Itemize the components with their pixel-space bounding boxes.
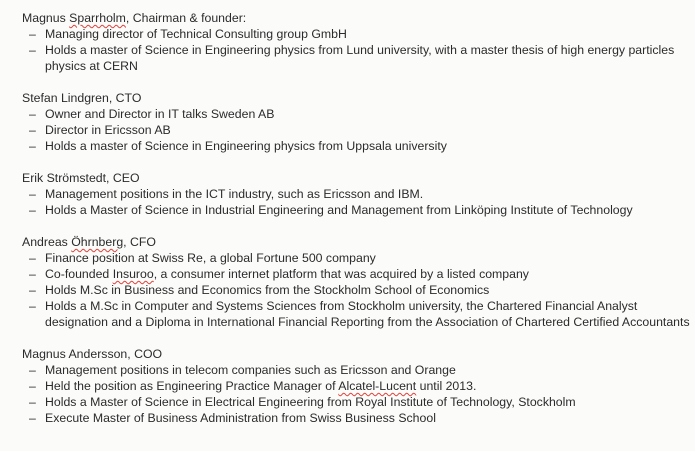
bullet-list bbox=[22, 26, 695, 74]
list-item: – Co-founded Insuroo, a consumer internet platform that was acquired by a listed company bbox=[29, 267, 529, 281]
dash-bullet: – bbox=[29, 411, 36, 425]
person-heading: Magnus Andersson, COO bbox=[22, 347, 163, 361]
dash-bullet: – bbox=[29, 187, 36, 201]
bullet-list bbox=[22, 250, 695, 330]
dash-bullet: – bbox=[29, 107, 36, 121]
dash-bullet: – bbox=[29, 139, 36, 153]
list-item: – Holds a master of Science in Engineering physics from Lund university, with a master thesis of high energy particles physics at CERN bbox=[29, 43, 675, 73]
person-section-stromstedt bbox=[22, 170, 695, 218]
dash-bullet: – bbox=[29, 203, 36, 217]
person-heading: Andreas Öhrnberg, CFO bbox=[22, 235, 156, 249]
person-section-ohrnberg bbox=[22, 234, 695, 330]
list-item: – Holds a Master of Science in Industrial Engineering and Management from Linköping Institute of Technology bbox=[29, 203, 633, 217]
list-item: – Finance position at Swiss Re, a global Fortune 500 company bbox=[29, 251, 376, 265]
dash-bullet: – bbox=[29, 123, 36, 137]
bullet-list bbox=[22, 106, 695, 154]
list-item: – Holds M.Sc in Business and Economics from the Stockholm School of Economics bbox=[29, 283, 490, 297]
person-heading: Magnus Sparrholm, Chairman & founder: bbox=[22, 11, 247, 25]
list-item: – Held the position as Engineering Practice Manager of Alcatel-Lucent until 2013. bbox=[29, 379, 477, 393]
dash-bullet: – bbox=[29, 363, 36, 377]
bullet-list bbox=[22, 362, 695, 426]
dash-bullet: – bbox=[29, 283, 36, 297]
dash-bullet: – bbox=[29, 379, 36, 393]
person-heading: Stefan Lindgren, CTO bbox=[22, 91, 142, 105]
list-item: – Managing director of Technical Consulting group GmbH bbox=[29, 27, 347, 41]
dash-bullet: – bbox=[29, 251, 36, 265]
spellcheck-word: Alcatel-Lucent bbox=[338, 379, 417, 393]
bullet-list bbox=[22, 186, 695, 218]
person-heading: Erik Strömstedt, CEO bbox=[22, 171, 140, 185]
list-item: – Holds a Master of Science in Electrical Engineering from Royal Institute of Technology, Stockholm bbox=[29, 395, 576, 409]
dash-bullet: – bbox=[29, 267, 36, 281]
dash-bullet: – bbox=[29, 299, 36, 313]
dash-bullet: – bbox=[29, 27, 36, 41]
list-item: – Director in Ericsson AB bbox=[29, 123, 171, 137]
list-item: – Management positions in the ICT industry, such as Ericsson and IBM. bbox=[29, 187, 424, 201]
spellcheck-word: Öhrnberg bbox=[71, 235, 124, 249]
dash-bullet: – bbox=[29, 395, 36, 409]
person-section-lindgren bbox=[22, 90, 695, 154]
person-section-sparrholm bbox=[22, 10, 695, 74]
list-item: – Holds a master of Science in Engineering physics from Uppsala university bbox=[29, 139, 447, 153]
list-item: – Execute Master of Business Administration from Swiss Business School bbox=[29, 411, 436, 425]
dash-bullet: – bbox=[29, 43, 36, 57]
spellcheck-word: Sparrholm bbox=[69, 11, 126, 25]
person-section-andersson bbox=[22, 346, 695, 426]
list-item: – Management positions in telecom companies such as Ericsson and Orange bbox=[29, 363, 456, 377]
list-item: – Owner and Director in IT talks Sweden AB bbox=[29, 107, 275, 121]
spellcheck-word: Insuroo bbox=[112, 267, 154, 281]
list-item: – Holds a M.Sc in Computer and Systems Sciences from Stockholm university, the Chartered Financial Analyst designation and a Diploma in International Financial Reporting from the Association of Chartered Certified Accountants bbox=[29, 299, 690, 329]
